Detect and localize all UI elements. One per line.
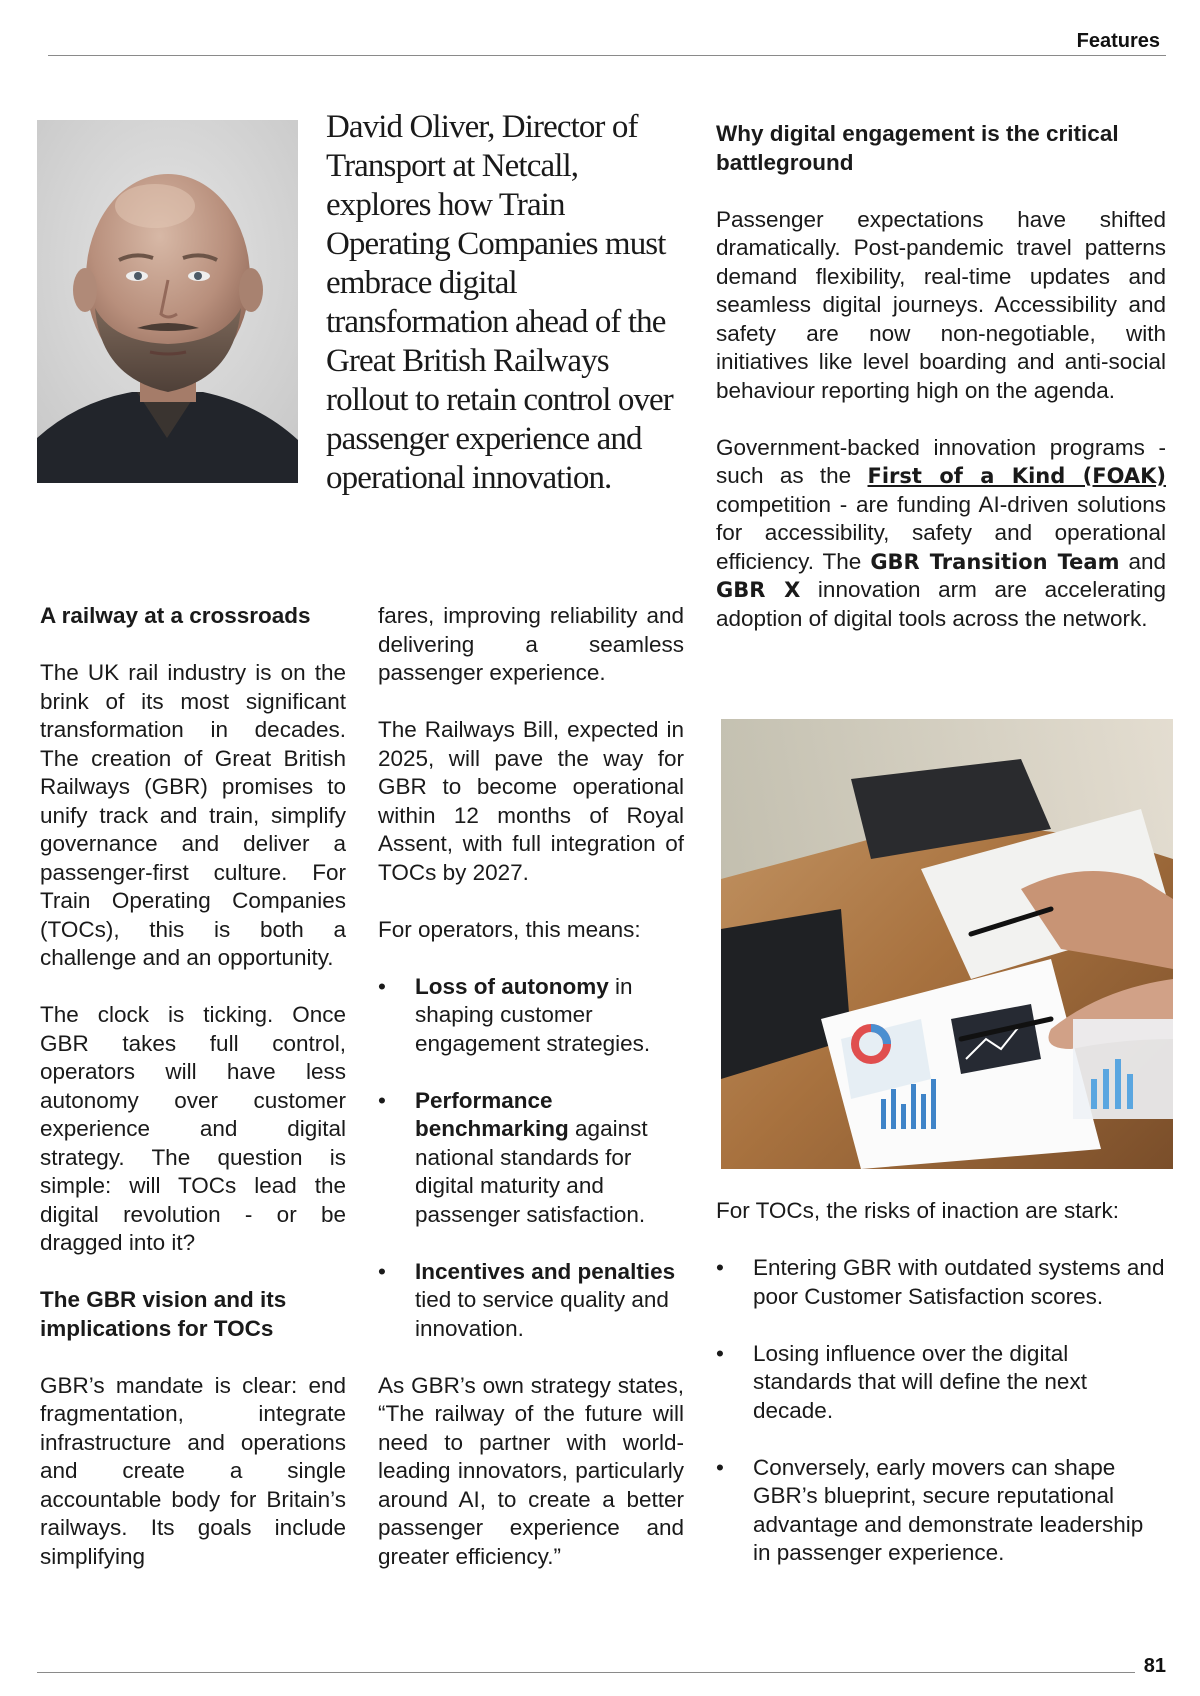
list-item [716,1454,1166,1568]
paragraph: GBR’s mandate is clear: end fragmentation, integrate infrastructure and operations and create a single accountable body for Britain’s railways. Its goals include simplifying [40,1372,346,1569]
risks-list [716,1254,1166,1568]
bullet-icon: • [716,1340,724,1366]
list-item [378,1258,684,1344]
footer-divider [37,1672,1135,1673]
list-item-text: tied to service quality and innovation. [415,1287,669,1341]
bullet-icon: • [378,973,386,999]
text-span: Government-backed innovation programs - such as the [716,434,1166,488]
paragraph: fares, improving reliability and delivering a seamless passenger experience. [378,603,684,685]
paragraph: For TOCs, the risks of inaction are stark: [716,1198,1120,1223]
paragraph: The UK rail industry is on the brink of its most significant transformation in decades. The creation of Great British Railways (GBR) promises to unify track and train, simplify governance and deliver a passenger-first culture. For Train Operating Companies (TOCs), this is both a challenge and an opportunity. [40,660,346,970]
foak-link[interactable]: First of a Kind (FOAK) [867,464,1166,488]
column-3-continued [716,1197,1166,1596]
gbr-x: GBR X [716,578,801,602]
list-item [716,1340,1166,1426]
list-item-bold: Loss of autonomy [415,973,609,999]
text-span: innovation arm are accelerating adoption of digital tools across the network. [716,577,1166,631]
list-item-text: against national standards for digital maturity and passenger satisfaction. [415,1116,648,1227]
text-span: competition - are funding AI-driven solutions for accessibility, safety and operational efficiency. The [716,491,1166,574]
author-portrait [37,120,298,483]
header-divider [48,55,1166,56]
column-3 [716,120,1166,662]
page-number: 81 [1143,1655,1166,1677]
heading-digital-engagement: Why digital engagement is the critical battleground [716,121,1119,175]
paragraph: The Railways Bill, expected in 2025, will pave the way for GBR to become operational within 12 months of Royal Assent, with full integration of TOCs by 2027. [378,717,684,885]
list-item-text: Losing influence over the digital standards that will define the next decade. [753,1340,1087,1423]
bullet-icon: • [378,1087,386,1113]
business-meeting-photo [721,719,1173,1169]
article-standfirst: David Oliver, Director of Transport at Netcall, explores how Train Operating Companies must embrace digital transformation ahead of the Great British Railways rollout to retain control over passenger experience and operational innovation. [326,109,673,496]
gbr-transition-team: GBR Transition Team [870,549,1120,574]
paragraph: Passenger expectations have shifted dramatically. Post-pandemic travel patterns demand flexibility, real-time updates and seamless digital journeys. Accessibility and safety are now non-negotiable, with initiatives like level boarding and anti-social behaviour reporting high on the agenda. [716,206,1166,403]
paragraph-quote: As GBR’s own strategy states, “The railway of the future will need to partner with world-leading innovators, particularly around AI, to create a better passenger experience and greater efficiency.” [378,1372,684,1569]
list-item [378,973,684,1059]
text-span: and [1119,548,1166,574]
bullet-icon: • [716,1255,724,1280]
column-1 [40,602,346,1600]
list-item [716,1254,1166,1311]
heading-railway-crossroads: A railway at a crossroads [40,603,311,628]
list-item-text: Conversely, early movers can shape GBR’s blueprint, secure reputational advantage and demonstrate leadership in passenger experience. [753,1454,1144,1565]
list-item-bold: Performance benchmarking [415,1087,569,1141]
list-item-text: Entering GBR with outdated systems and poor Customer Satisfaction scores. [753,1255,1165,1309]
paragraph [716,434,1166,634]
section-label: Features [1076,30,1160,52]
paragraph: The clock is ticking. Once GBR takes full control, operators will have less autonomy over customer experience and digital strategy. The question is simple: will TOCs lead the digital revolution - or be dragged into it? [40,1002,346,1255]
list-item-text: in shaping customer engagement strategies. [415,973,651,1056]
bullet-icon: • [716,1454,724,1480]
column-2 [378,602,684,1600]
bullet-icon: • [378,1258,386,1284]
list-item [378,1087,684,1230]
operator-implications-list [378,973,684,1344]
heading-gbr-vision: The GBR vision and its implications for TOCs [40,1287,287,1341]
list-item-bold: Incentives and penalties [415,1258,676,1284]
paragraph: For operators, this means: [378,916,641,942]
